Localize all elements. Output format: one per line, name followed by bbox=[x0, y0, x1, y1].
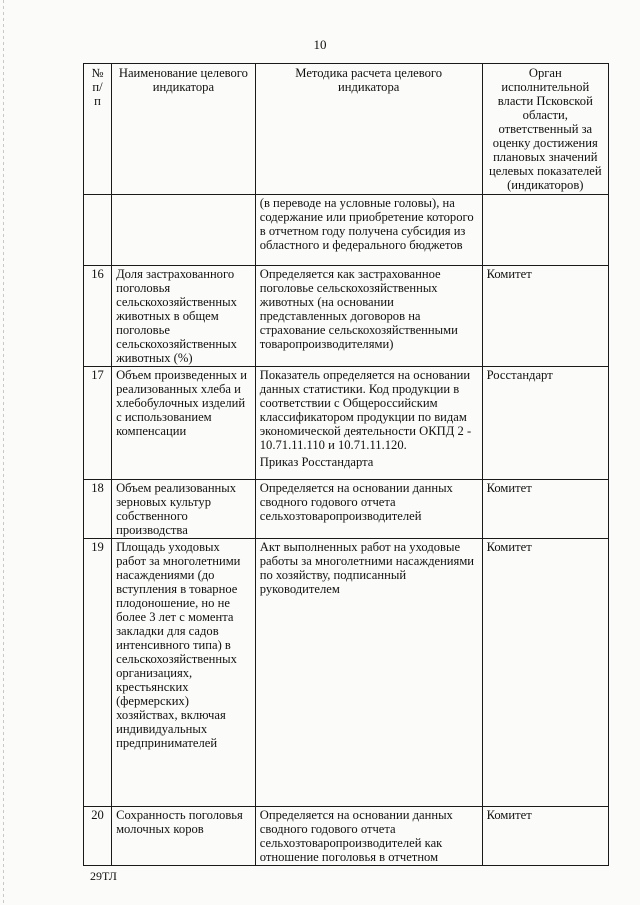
row-name bbox=[112, 195, 256, 266]
row-num: 18 bbox=[84, 480, 112, 539]
row-org: Комитет bbox=[482, 539, 608, 807]
row-num bbox=[84, 195, 112, 266]
footer-code: 29ТЛ bbox=[90, 869, 117, 883]
table-row bbox=[84, 266, 609, 367]
row-org: Росстандарт bbox=[482, 367, 608, 480]
row-name: Доля застрахованного поголовья сельскохозяйственных животных в общем поголовье сельскохозяйственных животных (%) bbox=[112, 266, 256, 367]
row-num: 17 bbox=[84, 367, 112, 480]
table-row bbox=[84, 367, 609, 480]
row-name: Объем произведенных и реализованных хлеба и хлебобулочных изделий с использованием компенсации bbox=[112, 367, 256, 480]
indicators-table bbox=[83, 63, 609, 866]
row-org: Комитет bbox=[482, 266, 608, 367]
row-org bbox=[482, 195, 608, 266]
header-num: № п/п bbox=[84, 64, 112, 195]
row-method-text: (в переводе на условные головы), на содержание или приобретение которого в отчетном году получена субсидия из областного и федерального бюджетов bbox=[259, 196, 474, 252]
header-name: Наименование целевого индикатора bbox=[112, 64, 256, 195]
row-method-text: Показатель определяется на основании данных статистики. Код продукции в соответствии с Общероссийским классификатором продукции по видам экономической деятельности ОКПД 2 - 10.71.11.110 и 10.71.11.120. bbox=[259, 368, 472, 452]
row-name: Сохранность поголовья молочных коров bbox=[112, 807, 256, 866]
row-method bbox=[255, 367, 482, 480]
row-method bbox=[255, 539, 482, 807]
row-num: 19 bbox=[84, 539, 112, 807]
table-header-row bbox=[84, 64, 609, 195]
header-method: Методика расчета целевого индикатора bbox=[255, 64, 482, 195]
table-row bbox=[84, 480, 609, 539]
header-org: Орган исполнительной власти Псковской области, ответственный за оценку достижения плановых значений целевых показателей (индикаторов) bbox=[482, 64, 608, 195]
table-row bbox=[84, 807, 609, 866]
row-method-text: Определяется на основании данных сводного годового отчета сельхозтоваропроизводителей как отношение поголовья в отчетном bbox=[259, 808, 453, 864]
row-name: Объем реализованных зерновых культур собственного производства bbox=[112, 480, 256, 539]
row-method bbox=[255, 266, 482, 367]
table-row bbox=[84, 195, 609, 266]
row-method-order: Приказ Росстандарта bbox=[259, 455, 374, 469]
page-number: 10 bbox=[313, 37, 327, 52]
row-method bbox=[255, 480, 482, 539]
row-method-text: Определяется на основании данных сводного годового отчета сельхозтоваропроизводителей bbox=[259, 481, 453, 523]
row-name: Площадь уходовых работ за многолетними насаждениями (до вступления в товарное плодоношение, но не более 3 лет с момента закладки для садов интенсивного типа) в сельскохозяйственных организациях, крестьянских (фермерских) хозяйствах, включая индивидуальных предпринимателей bbox=[112, 539, 256, 807]
scan-margin-line bbox=[3, 0, 4, 905]
row-method bbox=[255, 807, 482, 866]
row-num: 20 bbox=[84, 807, 112, 866]
row-org: Комитет bbox=[482, 807, 608, 866]
row-org: Комитет bbox=[482, 480, 608, 539]
row-method bbox=[255, 195, 482, 266]
row-method-text: Определяется как застрахованное поголовье сельскохозяйственных животных (на основании представленных договоров на страхование сельскохозяйственными товаропроизводителями) bbox=[259, 267, 458, 351]
table-row bbox=[84, 539, 609, 807]
row-num: 16 bbox=[84, 266, 112, 367]
row-method-text: Акт выполненных работ на уходовые работы за многолетними насаждениями по хозяйству, подписанный руководителем bbox=[259, 540, 475, 596]
